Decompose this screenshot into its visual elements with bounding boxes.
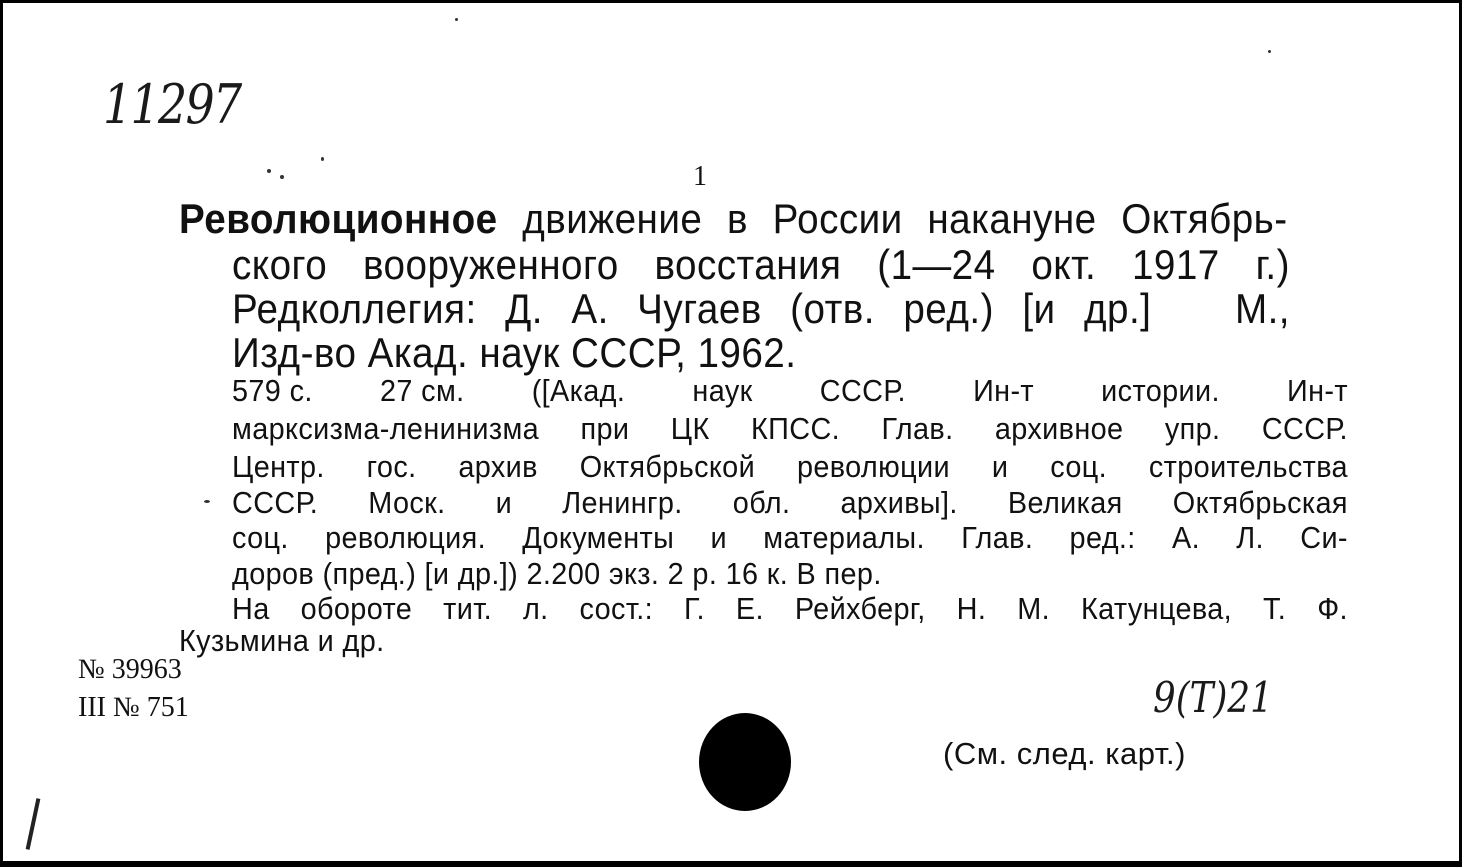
note-word: Н. [956,591,987,626]
desc-word: революция. [325,520,486,555]
record-number: № 39963 [78,654,182,685]
desc-word: материалы. [763,520,925,555]
classification-code: 9(Т)21 [1153,673,1273,722]
note-word: Ф. [1317,591,1348,626]
series-number: III № 751 [78,692,189,723]
title-word: (отв. [790,285,875,332]
title-word: в [726,195,748,242]
title-word: Чугаев [637,285,762,332]
desc-word: гос. [366,449,417,484]
desc-word: КПСС. [751,411,841,446]
title-line-1 [179,195,1288,243]
title-word: А. [571,285,609,332]
desc-word: СССР. [819,373,906,408]
desc-word: Ин-т [973,373,1035,408]
title-line-2 [232,241,1290,289]
note-word: тит. [443,591,492,626]
note-word: Катунцева, [1080,591,1233,626]
title-word: вооруженного [362,241,619,288]
desc-word: ред.: [1069,520,1136,555]
title-word: России [772,195,903,242]
speck [321,157,324,161]
desc-word: Центр. [232,449,325,484]
speck [1268,50,1271,53]
description-line-6: доров (пред.) [и др.]) 2.200 экз. 2 р. 16 к. В пер. [232,556,882,591]
title-main-word: Революционное [179,195,498,242]
desc-word: архивное [994,411,1124,446]
note-line-2: Кузьмина и др. [179,623,385,658]
note-word: На [232,591,270,626]
title-word: ского [232,241,328,288]
inventory-number: 11297 [103,73,241,136]
note-word: М. [1017,591,1050,626]
desc-word: Ин-т [1287,373,1348,408]
desc-word: Великая [1007,485,1123,520]
desc-word: марксизма-ленинизма [232,411,540,446]
pencil-mark [26,798,41,850]
desc-word: революции [796,449,950,484]
desc-word: и [495,485,513,520]
title-word: ред.) [903,285,994,332]
desc-word: ЦК [670,411,710,446]
desc-word: архив [458,449,538,484]
title-word: [и [1022,285,1056,332]
description-line-2 [232,411,1348,447]
title-word: восстания [654,241,842,288]
title-word: Октябрь- [1121,195,1288,242]
desc-word: и [991,449,1009,484]
desc-word: Глав. [961,520,1034,555]
desc-word: истории. [1101,373,1220,408]
speck [267,169,271,173]
desc-word: архивы]. [840,485,958,520]
desc-word: упр. [1164,411,1221,446]
note-word: Е. [735,591,764,626]
desc-word: А. [1171,520,1200,555]
desc-word: обл. [732,485,791,520]
description-line-4 [232,485,1348,521]
title-word: накануне [927,195,1097,242]
title-word: 1917 [1131,241,1220,288]
speck [204,500,210,503]
description-line-1 [232,373,1348,409]
pages: 579 с. [232,373,313,408]
desc-word: соц. [232,520,289,555]
note-word: Рейхберг, [794,591,926,626]
desc-word: строительства [1148,449,1348,484]
desc-word: Октябрьской [579,449,756,484]
title-word: окт. [1031,241,1097,288]
note-word: л. [522,591,549,626]
desc-word: Моск. [368,485,446,520]
desc-word: и [710,520,728,555]
title-line-3 [232,285,1290,333]
desc-word: Октябрьская [1172,485,1348,520]
desc-word: наук [692,373,753,408]
title-word: (1—24 [877,241,996,288]
title-line-4: Изд-во Акад. наук СССР, 1962. [232,329,797,376]
desc-word: Си- [1300,520,1348,555]
title-word: г.) [1255,241,1290,288]
desc-word: при [580,411,630,446]
continued-note: (См. след. карт.) [943,736,1186,771]
note-line-1 [232,591,1348,627]
note-word: обороте [300,591,413,626]
desc-word: Документы [522,520,675,555]
speck [280,175,284,179]
title-word: движение [522,195,703,242]
title-word: Редколлегия: [232,285,477,332]
description-line-3 [232,449,1348,485]
note-word: сост.: [579,591,653,626]
note-word: Г. [683,591,705,626]
desc-word: Ленингр. [562,485,683,520]
speck [455,18,458,21]
title-word: М., [1234,285,1290,332]
title-word: Д. [505,285,543,332]
size: 27 см. [379,373,465,408]
title-word: др.] [1083,285,1152,332]
desc-word: СССР. [232,485,319,520]
punch-hole [699,713,791,811]
desc-word: Глав. [881,411,954,446]
description-line-5 [232,520,1348,556]
desc-word: ([Акад. [531,373,626,408]
desc-word: Л. [1236,520,1264,555]
card-number: 1 [693,161,707,192]
desc-word: СССР. [1261,411,1348,446]
desc-word: соц. [1050,449,1107,484]
note-word: Т. [1263,591,1287,626]
